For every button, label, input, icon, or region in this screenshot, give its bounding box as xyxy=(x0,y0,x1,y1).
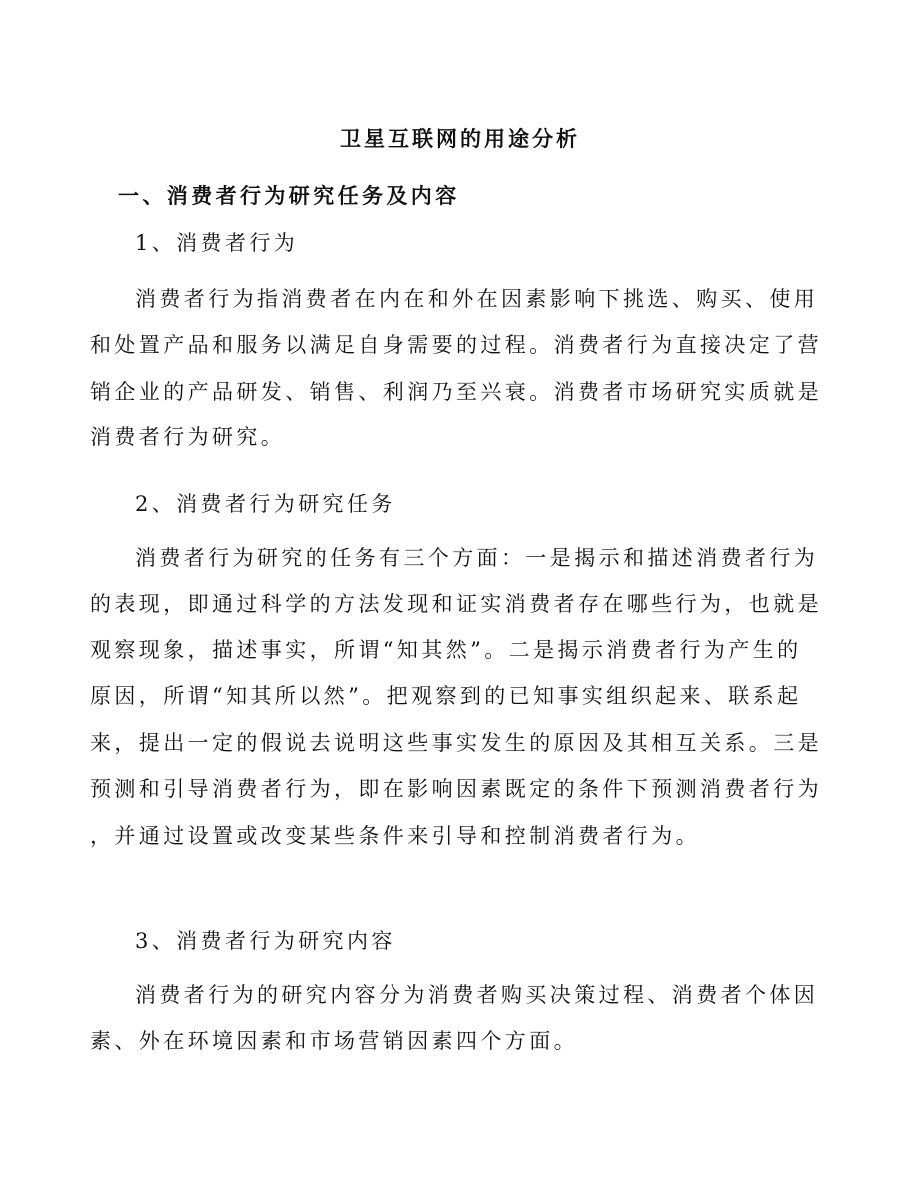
paragraph-line: 消费者行为研究的任务有三个方面：一是揭示和描述消费者行为 xyxy=(135,546,819,570)
paragraph-line: ，并通过设置或改变某些条件来引导和控制消费者行为。 xyxy=(90,824,700,848)
document-title: 卫星互联网的用途分析 xyxy=(340,126,580,151)
subsection-heading: 1、消费者行为 xyxy=(135,231,299,255)
paragraph-line: 消费者行为研究。 xyxy=(90,425,286,449)
paragraph-line: 原因，所谓“知其所以然”。把观察到的已知事实组织起来、联系起 xyxy=(90,684,802,708)
paragraph-line: 消费者行为的研究内容分为消费者购买决策过程、消费者个体因 xyxy=(135,983,819,1007)
paragraph-line: 素、外在环境因素和市场营销因素四个方面。 xyxy=(90,1029,578,1053)
subsection-heading: 3、消费者行为研究内容 xyxy=(135,929,396,953)
paragraph-line: 消费者行为指消费者在内在和外在因素影响下挑选、购买、使用 xyxy=(135,287,819,311)
paragraph-line: 观察现象，描述事实，所谓“知其然”。二是揭示消费者行为产生的 xyxy=(90,638,802,662)
paragraph-line: 的表现，即通过科学的方法发现和证实消费者存在哪些行为，也就是 xyxy=(90,592,822,616)
paragraph-line: 和处置产品和服务以满足自身需要的过程。消费者行为直接决定了营 xyxy=(90,333,822,357)
subsection-heading: 2、消费者行为研究任务 xyxy=(135,492,396,516)
paragraph-line: 预测和引导消费者行为，即在影响因素既定的条件下预测消费者行为 xyxy=(90,777,822,801)
section-heading: 一、消费者行为研究任务及内容 xyxy=(118,183,460,208)
paragraph-line: 销企业的产品研发、销售、利润乃至兴衰。消费者市场研究实质就是 xyxy=(90,380,822,404)
paragraph-line: 来，提出一定的假说去说明这些事实发生的原因及其相互关系。三是 xyxy=(90,731,822,755)
